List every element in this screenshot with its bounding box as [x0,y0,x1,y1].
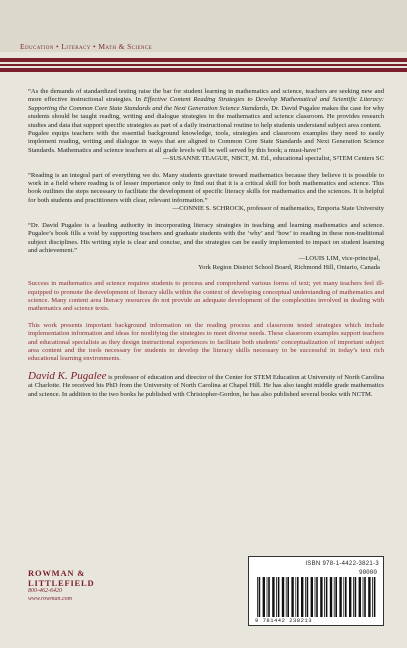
blurb-3: “Dr. David Pugalee is a leading authority in incorporating literacy strategies in teaching and learning mathematics and science. Pugalee’s book fills a void by supporting teachers and graduate students with the ‘why’ and ‘how’ to reading in these non-traditional subject disciplines. His writing style is clear and concise, and the strategies can be easily implemented to impact on student learning and achievement.” [28,221,384,254]
isbn-label: ISBN 978-1-4422-3821-3 [305,561,379,567]
header-stripe [0,68,407,72]
publisher-url: www.rowman.com [28,595,73,602]
blurb-3-attribution: —LOUIS LIM, vice-principal, [298,255,380,263]
book-title: Effective Content Reading Strategies to Develop Mathematical and Scientific Literacy: Supporting the Common Core State Standards and the Next Generation Science Standards [28,96,385,112]
header-stripe [0,64,407,66]
description-paragraph-2: This work presents important background information on the reading process and classroom tested strategies which include implementation information and ideas for modifying the strategies to meet diverse needs. These classroom examples support teachers and educational specialists as they design instructional experiences to facilitate both students’ conceptualization of important subject area content and the tools necessary for students to develop the literacy skills necessary to be successful in today’s text rich educational learning environments. [28,321,384,363]
category-line: Education • Literacy • Math & Science [20,42,153,51]
publisher-phone: 800-462-6420 [28,588,62,594]
blurb-1-attribution: —SUSANNE TEAGUE, NBCT, M. Ed., educational specialist, S²TEM Centers SC [163,155,384,163]
price-code: 90000 [358,569,377,576]
back-cover-text [28,88,384,399]
barcode-digits: 9 781442 238213 [255,617,313,624]
barcode-box [248,556,384,626]
author-bio: David K. Pugalee is professor of education and director of the Center for STEM Education at University of North Carolina at Charlotte. He received his PhD from the University of North Carolina at Chapel Hill. He has also taught middle grade mathematics and science. In addition to the two books he published with Christopher-Gordon, he has also published several books with NCTM. [28,369,384,398]
author-name: David K. Pugalee [28,369,107,382]
publisher-logo [28,568,128,603]
blurb-1-continued: Pugalee equips teachers with the essential background knowledge, tools, strategies and classroom examples they need to easily implement reading, writing and dialogue in ways that are aligned to Common Core State Standards and Next Generation Science Standards. Mathematics and science teachers at all grade levels will be well served by this book; a must-have!” [28,130,384,154]
publisher-name-line2: LITTLEFIELD [28,578,95,588]
blurb-3-attribution-affiliation: York Region District School Board, Richmond Hill, Ontario, Canada [198,263,380,271]
description-paragraph-1: Success in mathematics and science requires students to process and comprehend various forms of text; yet many teachers feel ill-equipped to promote the development of literacy skills within the context of developing conceptual understanding of mathematics and science. Many content area literacy resources do not provide an adequate development of the complexities involved in dealing with mathematics and science texts. [28,280,384,313]
blurb-2-attribution: —CONNIE S. SCHROCK, professor of mathematics, Emporia State University [172,205,384,213]
barcode-icon [255,577,379,617]
blurb-2: “Reading is an integral part of everything we do. Many students gravitate toward mathematics because they believe it is possible to work in a field where reading is of lesser importance only to find out that it is a critical skill for both mathematics and science. This book outlines the steps necessary to facilitate the development of specific literacy skills for mathematics and the sciences. It is helpful for both students and practitioners with clear, relevant information.” [28,171,384,204]
blurb-1: “As the demands of standardized testing raise the bar for student learning in mathematics and science, teachers are seeking new and more effective instructional strategies. In Effective Content Reading Strategies to Develop Mathematical and Scientific Literacy: Supporting the Common Core State Standards and the Next Generation Science Standards, Dr. David Pugalee makes the case for why students should be taught reading, writing and dialogue strategies in the mathematics and science classroom. He provides research studies and data that support specific strategies as part of a daily instructional routine to help students understand subject area content. [28,88,385,129]
publisher-name-line1: ROWMAN & [28,568,86,578]
header-stripe [0,58,407,62]
